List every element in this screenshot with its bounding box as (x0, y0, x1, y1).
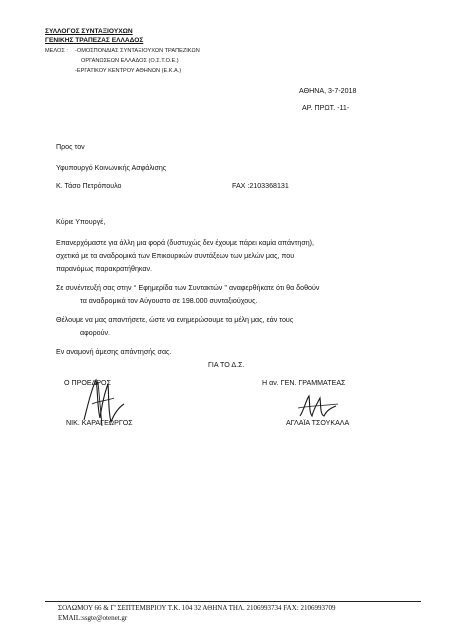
for-board-label: ΓΙΑ ΤΟ Δ.Σ. (208, 361, 245, 369)
member-line1: -ΟΜΟΣΠΟΝΔΙΑΣ ΣΥΝΤΑΞΙΟΥΧΩΝ ΤΡΑΠΕΖΙΚΩΝ (75, 48, 200, 54)
paragraph3-line2: αφορούν. (80, 329, 111, 337)
footer-address: ΣΟΛΩΜΟΥ 66 & Γ' ΣΕΠΤΕΜΒΡΙΟΥ Τ.Κ. 104 32 ΑΘΗΝΑ ΤΗΛ. 2106993734 FAX: 2106993709 (58, 604, 336, 612)
member-line3: -ΕΡΓΑΤΙΚΟΥ ΚΕΝΤΡΟΥ ΑΘΗΝΩΝ (Ε.Κ.Α.) (75, 68, 182, 74)
recipient-to: Προς τον (56, 143, 85, 151)
paragraph2-line1: Σε συνέντευξή σας στην ‘‘ Εφημερίδα των Συντακτών ’’ αναφερθήκατε ότι θα δοθούν (56, 284, 320, 292)
president-name: ΝΙΚ. ΚΑΡΑΓΕΩΡΓΟΣ (66, 419, 133, 427)
protocol-number: ΑΡ. ΠΡΩΤ. -11- (302, 104, 350, 112)
secretary-name: ΑΓΛΑΪΑ ΤΣΟΥΚΑΛΑ (286, 419, 350, 427)
recipient-fax: FAX :2103368131 (232, 182, 289, 190)
footer-divider (45, 601, 421, 602)
org-name-line2: ΓΕΝΙΚΗΣ ΤΡΑΠΕΖΑΣ ΕΛΛΑΔΟΣ (45, 37, 144, 44)
paragraph3-line1: Θέλουμε να μας απαντήσετε, ώστε να ενημερώσουμε τα μέλη μας, εάν τους (56, 316, 294, 324)
secretary-role: Η αν. ΓΕΝ. ΓΡΑΜΜΑΤΕΑΣ (262, 379, 346, 387)
member-prefix: ΜΕΛΟΣ : (45, 48, 68, 54)
salutation: Κύριε Υπουργέ, (56, 218, 106, 226)
paragraph1-line1: Επανερχόμαστε για άλλη μια φορά (δυστυχώς δεν έχουμε πάρει καμία απάντηση), (56, 239, 315, 247)
paragraph2-line2: τα αναδρομικά τον Αύγουστο σε 198.000 συνταξιούχους. (80, 297, 258, 305)
footer-email: EMAIL:ssgte@otenet.gr (58, 614, 128, 622)
member-line2: ΟΡΓΑΝΩΣΕΩΝ ΕΛΛΑΔΟΣ (Ο.Σ.Τ.Ο.Ε.) (81, 58, 179, 64)
paragraph1-line3: παρανόμως παρακρατήθηκαν. (56, 265, 152, 273)
paragraph1-line2: σχετικά με τα αναδρομικά των Επικουρικών συντάξεων των μελών μας, που (56, 252, 295, 260)
recipient-name: Κ. Τάσο Πετρόπουλο (56, 182, 122, 190)
president-role: Ο ΠΡΟΕΔΡΟΣ (64, 379, 111, 387)
closing-line: Εν αναμονή άμεσης απάντησής σας. (56, 348, 172, 356)
letter-date: ΑΘΗΝΑ, 3-7-2018 (299, 87, 357, 95)
org-name-line1: ΣΥΛΛΟΓΟΣ ΣΥΝΤΑΞΙΟΥΧΩΝ (45, 28, 133, 35)
recipient-title: Υφυπουργό Κοινωνικής Ασφάλισης (56, 164, 167, 172)
